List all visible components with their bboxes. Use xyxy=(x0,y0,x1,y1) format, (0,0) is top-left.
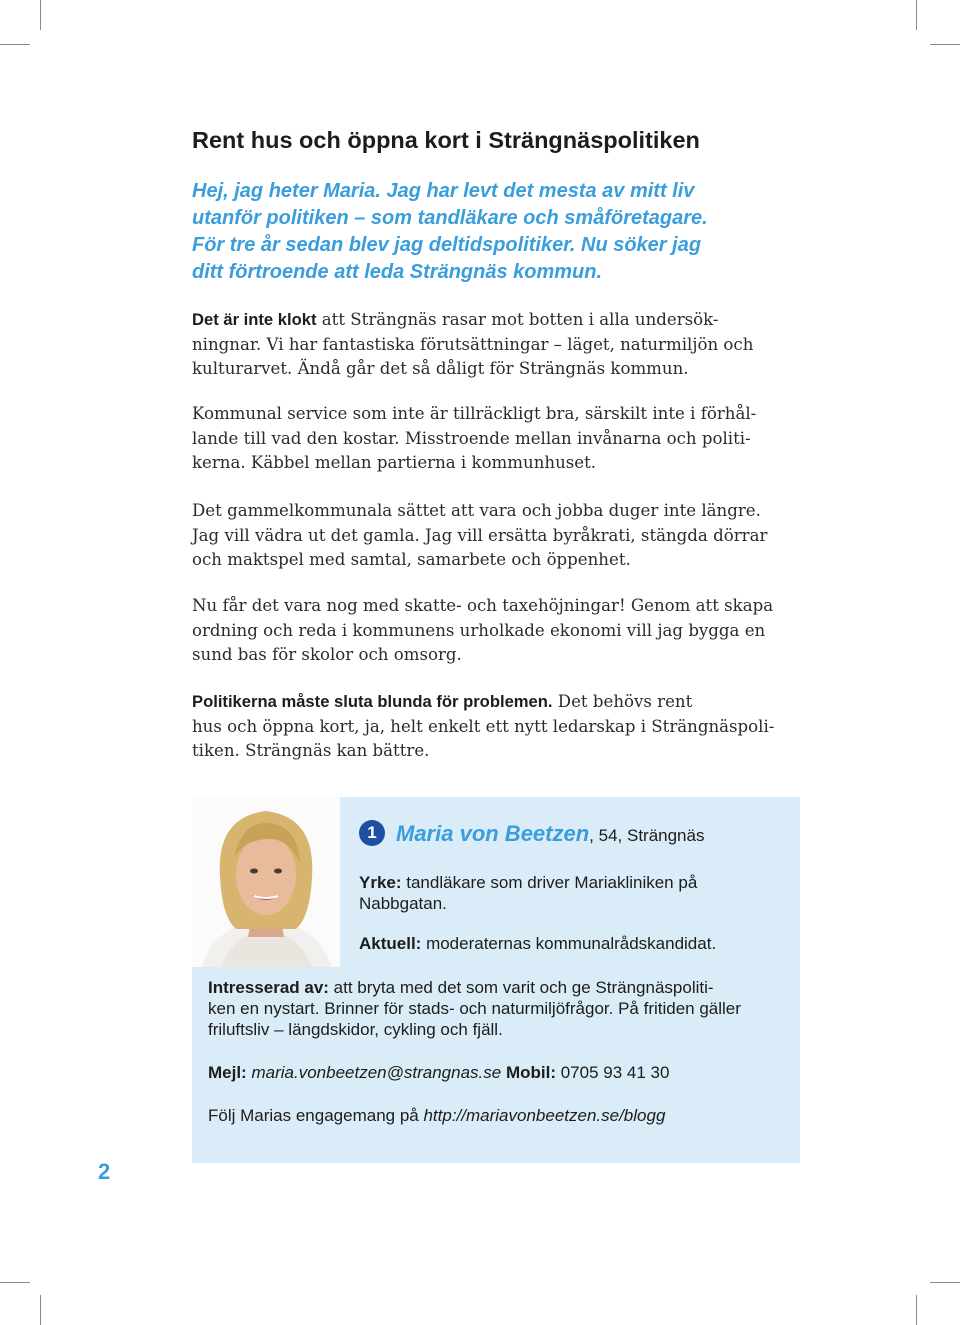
crop-mark xyxy=(916,1295,917,1325)
lead-line: ditt förtroende att leda Strängnäs kommun. xyxy=(192,261,603,283)
paragraph-text: att Strängnäs rasar mot botten i alla undersök- xyxy=(316,310,719,329)
aktuell-line xyxy=(359,933,779,954)
paragraph-2 xyxy=(192,402,792,476)
yrke-field xyxy=(359,872,779,914)
phone-number: 0705 93 41 30 xyxy=(555,1063,670,1082)
page-title: Rent hus och öppna kort i Strängnäspolitiken xyxy=(192,127,700,153)
paragraph-5 xyxy=(192,690,792,764)
lead-line: Hej, jag heter Maria. Jag har levt det mesta av mitt liv xyxy=(192,180,695,202)
paragraph-3 xyxy=(192,499,792,573)
follow-field xyxy=(208,1105,788,1126)
lead-line: För tre år sedan blev jag deltidspolitiker. Nu söker jag xyxy=(192,234,702,256)
yrke-label: Yrke: xyxy=(359,873,402,892)
crop-mark xyxy=(930,1282,960,1283)
intresserad-line: ken en nystart. Brinner för stads- och naturmiljöfrågor. På fritiden gäller xyxy=(208,999,741,1018)
intresserad-line xyxy=(208,977,788,998)
page-number: 2 xyxy=(98,1159,111,1184)
lead-line: utanför politiken – som tandläkare och småföretagare. xyxy=(192,207,708,229)
intresserad-value: att bryta med det som varit och ge Strängnäspoliti- xyxy=(328,978,714,997)
lead-paragraph xyxy=(192,178,812,286)
candidate-name: Maria von Beetzen xyxy=(396,821,590,846)
candidate-number-badge: 1 xyxy=(359,820,385,846)
yrke-value: tandläkare som driver Mariakliniken på xyxy=(401,873,698,892)
paragraph-lead-bold: Det är inte klokt xyxy=(192,310,317,329)
crop-mark xyxy=(930,44,960,45)
paragraph-line: Det gammelkommunala sättet att vara och jobba duger inte längre. xyxy=(192,501,761,520)
paragraph-line: och maktspel med samtal, samarbete och öppenhet. xyxy=(192,550,631,570)
paragraph-line: sund bas för skolor och omsorg. xyxy=(192,645,462,665)
email-link[interactable]: maria.vonbeetzen@strangnas.se xyxy=(251,1063,502,1082)
mobil-label: Mobil: xyxy=(505,1063,556,1082)
follow-line xyxy=(208,1105,788,1126)
portrait-image xyxy=(192,797,340,967)
paragraph-lead-bold: Politikerna måste sluta blunda för problemen. xyxy=(192,692,553,711)
paragraph-line: tiken. Strängnäs kan bättre. xyxy=(192,741,430,761)
paragraph-4 xyxy=(192,594,792,668)
paragraph-line: ningnar. Vi har fantastiska förutsättningar – läget, naturmiljön och xyxy=(192,334,754,354)
paragraph-line: kerna. Käbbel mellan partierna i kommunhuset. xyxy=(192,453,597,473)
paragraph-line: hus och öppna kort, ja, helt enkelt ett nytt ledarskap i Strängnäspoli- xyxy=(192,716,775,736)
candidate-age-city: , 54, Strängnäs xyxy=(589,826,705,845)
contact-field xyxy=(208,1062,788,1083)
contact-line xyxy=(208,1062,788,1083)
aktuell-field xyxy=(359,933,779,954)
paragraph-line xyxy=(192,308,792,333)
paragraph-1 xyxy=(192,308,792,382)
paragraph-line: Jag vill vädra ut det gamla. Jag vill ersätta byråkrati, stängda dörrar xyxy=(192,525,768,545)
mejl-label: Mejl: xyxy=(208,1063,247,1082)
paragraph-line xyxy=(192,690,792,715)
crop-mark xyxy=(40,0,41,30)
paragraph-line: Nu får det vara nog med skatte- och taxehöjningar! Genom att skapa xyxy=(192,596,774,615)
yrke-line xyxy=(359,872,779,893)
intresserad-field xyxy=(208,977,788,1040)
follow-text: Följ Marias engagemang på xyxy=(208,1106,424,1125)
paragraph-line: kulturarvet. Ändå går det så dåligt för Strängnäs kommun. xyxy=(192,359,689,379)
yrke-line: Nabbgatan. xyxy=(359,894,447,913)
aktuell-value: moderaternas kommunalrådskandidat. xyxy=(421,934,717,953)
paragraph-line: Kommunal service som inte är tillräckligt bra, särskilt inte i förhål- xyxy=(192,404,757,423)
aktuell-label: Aktuell: xyxy=(359,934,422,953)
candidate-photo xyxy=(192,797,340,967)
crop-mark xyxy=(40,1295,41,1325)
paragraph-line: ordning och reda i kommunens urholkade ekonomi vill jag bygga en xyxy=(192,620,766,640)
paragraph-line: lande till vad den kostar. Misstroende mellan invånarna och politi- xyxy=(192,428,751,448)
crop-mark xyxy=(0,44,30,45)
intresserad-label: Intresserad av: xyxy=(208,978,329,997)
candidate-name-line xyxy=(396,821,704,847)
intresserad-line: friluftsliv – längdskidor, cykling och fjäll. xyxy=(208,1020,503,1039)
blog-link[interactable]: http://mariavonbeetzen.se/blogg xyxy=(423,1106,666,1125)
crop-mark xyxy=(916,0,917,30)
paragraph-text: Det behövs rent xyxy=(552,692,693,711)
crop-mark xyxy=(0,1282,30,1283)
